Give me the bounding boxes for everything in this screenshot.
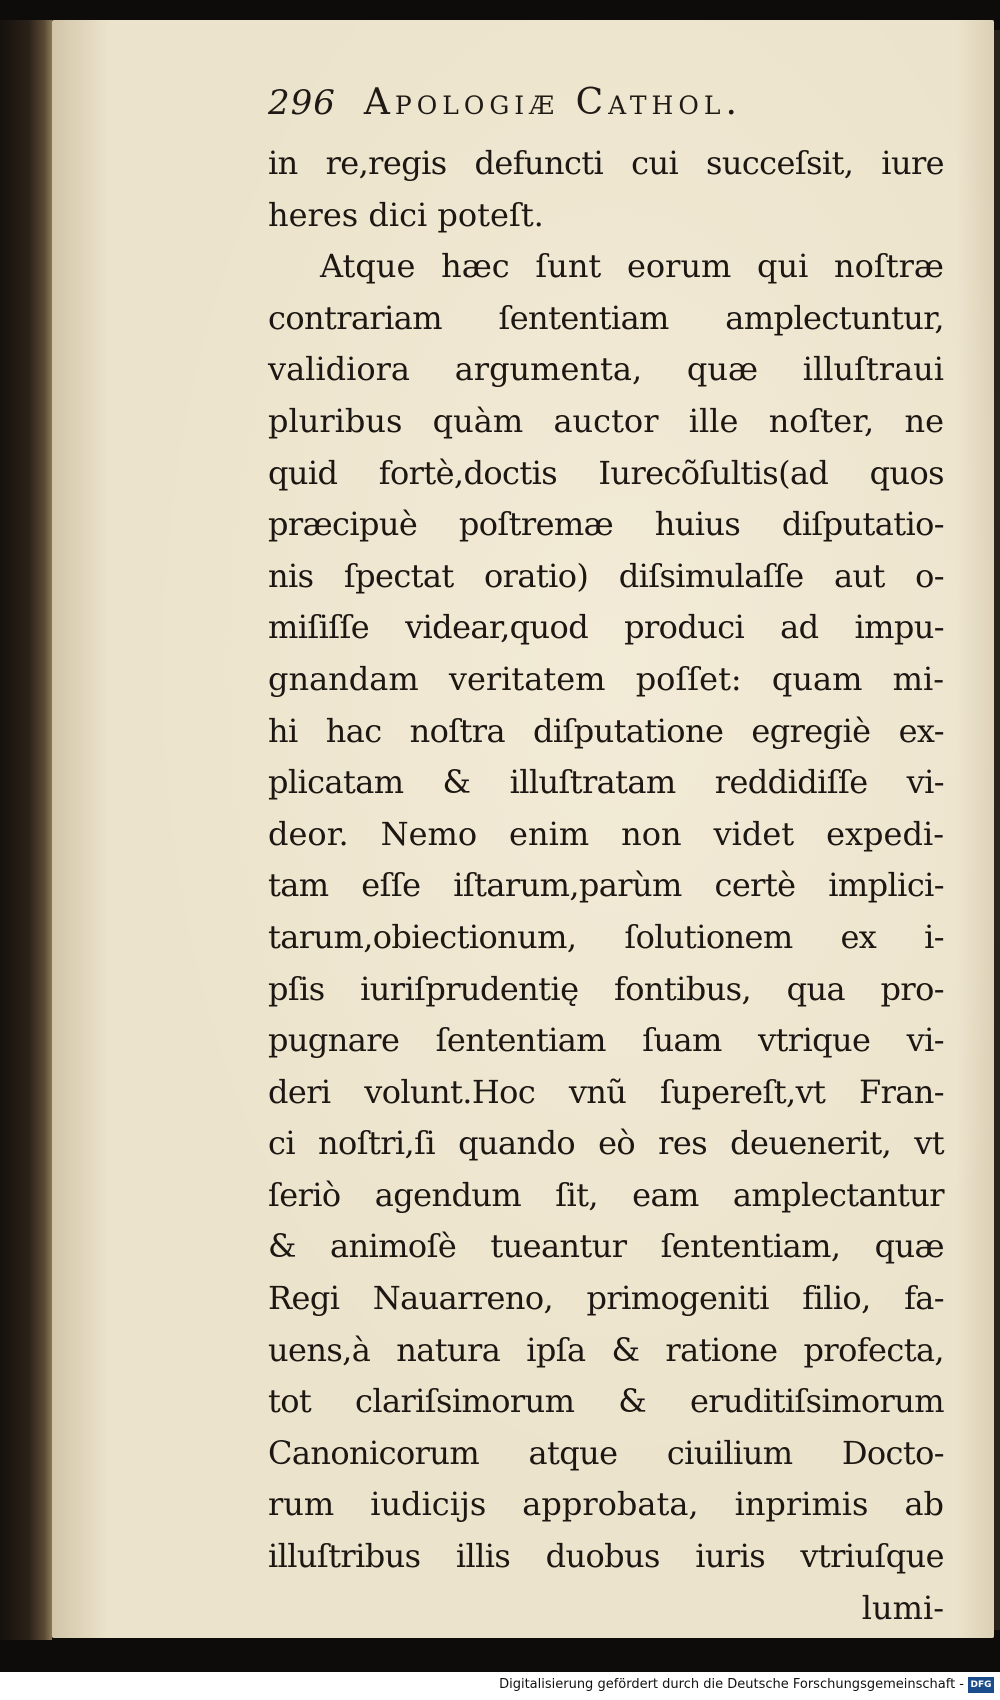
text-line: ci noſtri,ſi quando eò res deuenerit, vt [268,1124,944,1163]
text-line: plicatam & illuſtratam reddidiſſe vi- [268,763,944,802]
text-line: quid fortè,doctis Iurecõſultis(ad quos [268,453,944,492]
catchword: lumi- [861,1588,944,1627]
text-line: pſis iuriſprudentię fontibus, qua pro- [268,969,944,1008]
dfg-logo-icon: DFG [968,1677,994,1693]
page-header [268,82,958,140]
text-line: & animoſè tueantur ſententiam, quæ [268,1227,944,1266]
text-line: nis ſpectat oratio) diſsimulaſſe aut o- [268,556,944,595]
text-line: rum iudicijs approbata, inprimis ab [268,1485,944,1524]
text-line: uens,à natura ipſa & ratione profecta, [268,1330,944,1369]
text-line: in re,regis defuncti cui succeſsit, iure [268,144,944,182]
text-line: tot clariſsimorum & eruditiſsimorum [268,1382,944,1421]
digitization-footer [0,1672,1000,1700]
text-line: præcipuè poſtremæ huius diſputatio- [268,505,944,544]
text-line: Regi Nauarreno, primogeniti filio, fa- [268,1279,944,1318]
text-line: pugnare ſententiam ſuam vtrique vi- [268,1021,944,1060]
text-line: tam eſſe iſtarum,parùm certè implici- [268,866,944,905]
funding-credit: Digitalisierung gefördert durch die Deutsche Forschungsgemeinschaft - [499,1677,964,1692]
text-line: contrariam ſententiam amplectuntur, [268,298,944,337]
text-line: deri volunt.Hoc vnũ ſupereſt,vt Fran- [268,1072,944,1111]
text-line: miſiſſe videar,quod produci ad impu- [268,608,944,647]
text-line: hi hac noſtra diſputatione egregiè ex- [268,711,944,750]
text-line: illuſtribus illis duobus iuris vtriuſque [268,1537,944,1576]
text-line: validiora argumenta, quæ illuſtraui [268,350,944,389]
text-line: heres dici poteſt. [268,195,544,234]
text-line: Canonicorum atque ciuilium Docto- [268,1433,944,1472]
text-line: pluribus quàm auctor ille noſter, ne [268,401,944,440]
page-number: 296 [268,83,336,123]
text-line: gnandam veritatem poſſet: quam mi- [268,659,944,698]
text-line: tarum,obiectionum, ſolutionem ex i- [268,917,944,956]
body-text [268,138,944,1634]
text-line: Atque hæc ſunt eorum qui noſtræ [320,247,944,286]
book-spine-shadow [0,20,52,1640]
text-line: deor. Nemo enim non videt expedi- [268,814,944,853]
text-line: ſeriò agendum ſit, eam amplectantur [268,1175,944,1214]
page-edge [994,30,1000,1630]
running-head: Apologiæ Cathol. [363,82,742,123]
